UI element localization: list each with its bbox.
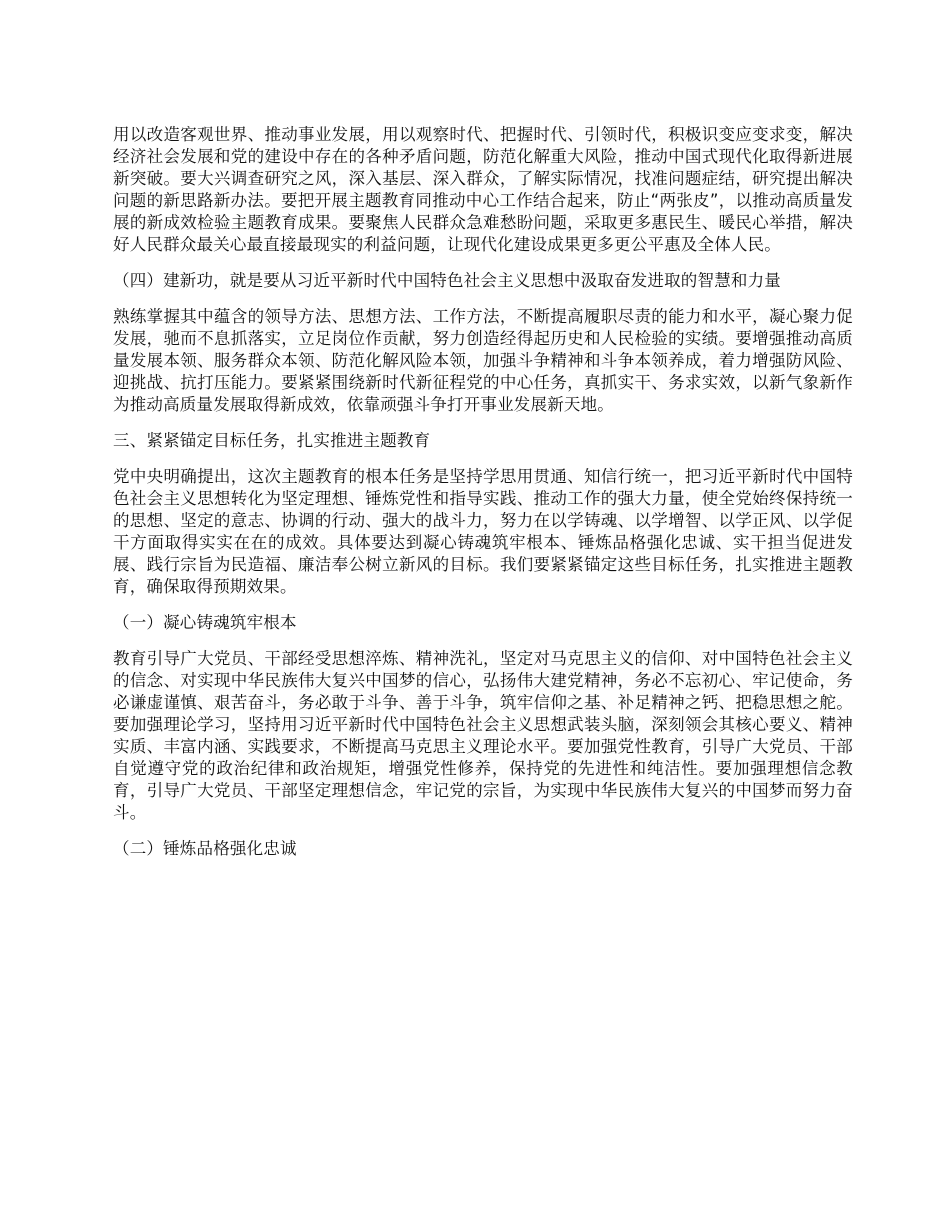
subheading-build-new-merits: （四）建新功，就是要从习近平新时代中国特色社会主义思想中汲取奋发进取的智慧和力量	[113, 271, 781, 290]
subheading-strengthen-loyalty: （二）锤炼品格强化忠诚	[113, 839, 297, 858]
paragraph-modernization: 用以改造客观世界、推动事业发展，用以观察时代、把握时代、引领时代，积极识变应变求变，解决经济社会发展和党的建设中存在的各种矛盾问题，防范化解重大风险，推动中国式现代化取得新进展新突破。要大兴调查研究之风，深入基层、深入群众，了解实际情况，找准问题症结，研究提出解决问题的新思路新办法。要把开展主题教育同推动中心工作结合起来，防止“两张皮”，以推动高质量发展的新成效检验主题教育成果。要聚焦人民群众急难愁盼问题，采取更多惠民生、暖民心举措，解决好人民群众最关心最直接最现实的利益问题，让现代化建设成果更多更公平惠及全体人民。	[113, 125, 853, 254]
paragraph-fundamental-task: 党中央明确提出，这次主题教育的根本任务是坚持学思用贯通、知信行统一，把习近平新时代中国特色社会主义思想转化为坚定理想、锤炼党性和指导实践、推动工作的强大力量，使全党始终保持统一的思想、坚定的意志、协调的行动、强大的战斗力，努力在以学铸魂、以学增智、以学正风、以学促干方面取得实实在在的成效。具体要达到凝心铸魂筑牢根本、锤炼品格强化忠诚、实干担当促进发展、践行宗旨为民造福、廉洁奉公树立新风的目标。我们要紧紧锚定这些目标任务，扎实推进主题教育，确保取得预期效果。	[113, 467, 853, 596]
paragraph-methods: 熟练掌握其中蕴含的领导方法、思想方法、工作方法，不断提高履职尽责的能力和水平，凝心聚力促发展，驰而不息抓落实，立足岗位作贡献，努力创造经得起历史和人民检验的实绩。要增强推动高质量发展本领、服务群众本领、防范化解风险本领，加强斗争精神和斗争本领养成，着力增强防风险、迎挑战、抗打压能力。要紧紧围绕新时代新征程党的中心任务，真抓实干、务求实效，以新气象新作为推动高质量发展取得新成效，依靠顽强斗争打开事业发展新天地。	[113, 307, 853, 414]
section-heading-three: 三、紧紧锚定目标任务，扎实推进主题教育	[113, 431, 431, 450]
subheading-consolidate-foundation: （一）凝心铸魂筑牢根本	[113, 613, 297, 632]
paragraph-education: 教育引导广大党员、干部经受思想淬炼、精神洗礼，坚定对马克思主义的信仰、对中国特色社会主义的信念、对实现中华民族伟大复兴中国梦的信心，弘扬伟大建党精神，务必不忘初心、牢记使命，务必谦虚谨慎、艰苦奋斗，务必敢于斗争、善于斗争，筑牢信仰之基、补足精神之钙、把稳思想之舵。要加强理论学习，坚持用习近平新时代中国特色社会主义思想武装头脑，深刻领会其核心要义、精神实质、丰富内涵、实践要求，不断提高马克思主义理论水平。要加强党性教育，引导广大党员、干部自觉遵守党的政治纪律和政治规矩，增强党性修养，保持党的先进性和纯洁性。要加强理想信念教育，引导广大党员、干部坚定理想信念，牢记党的宗旨，为实现中华民族伟大复兴的中国梦而努力奋斗。	[113, 649, 853, 822]
document-page	[113, 124, 853, 874]
